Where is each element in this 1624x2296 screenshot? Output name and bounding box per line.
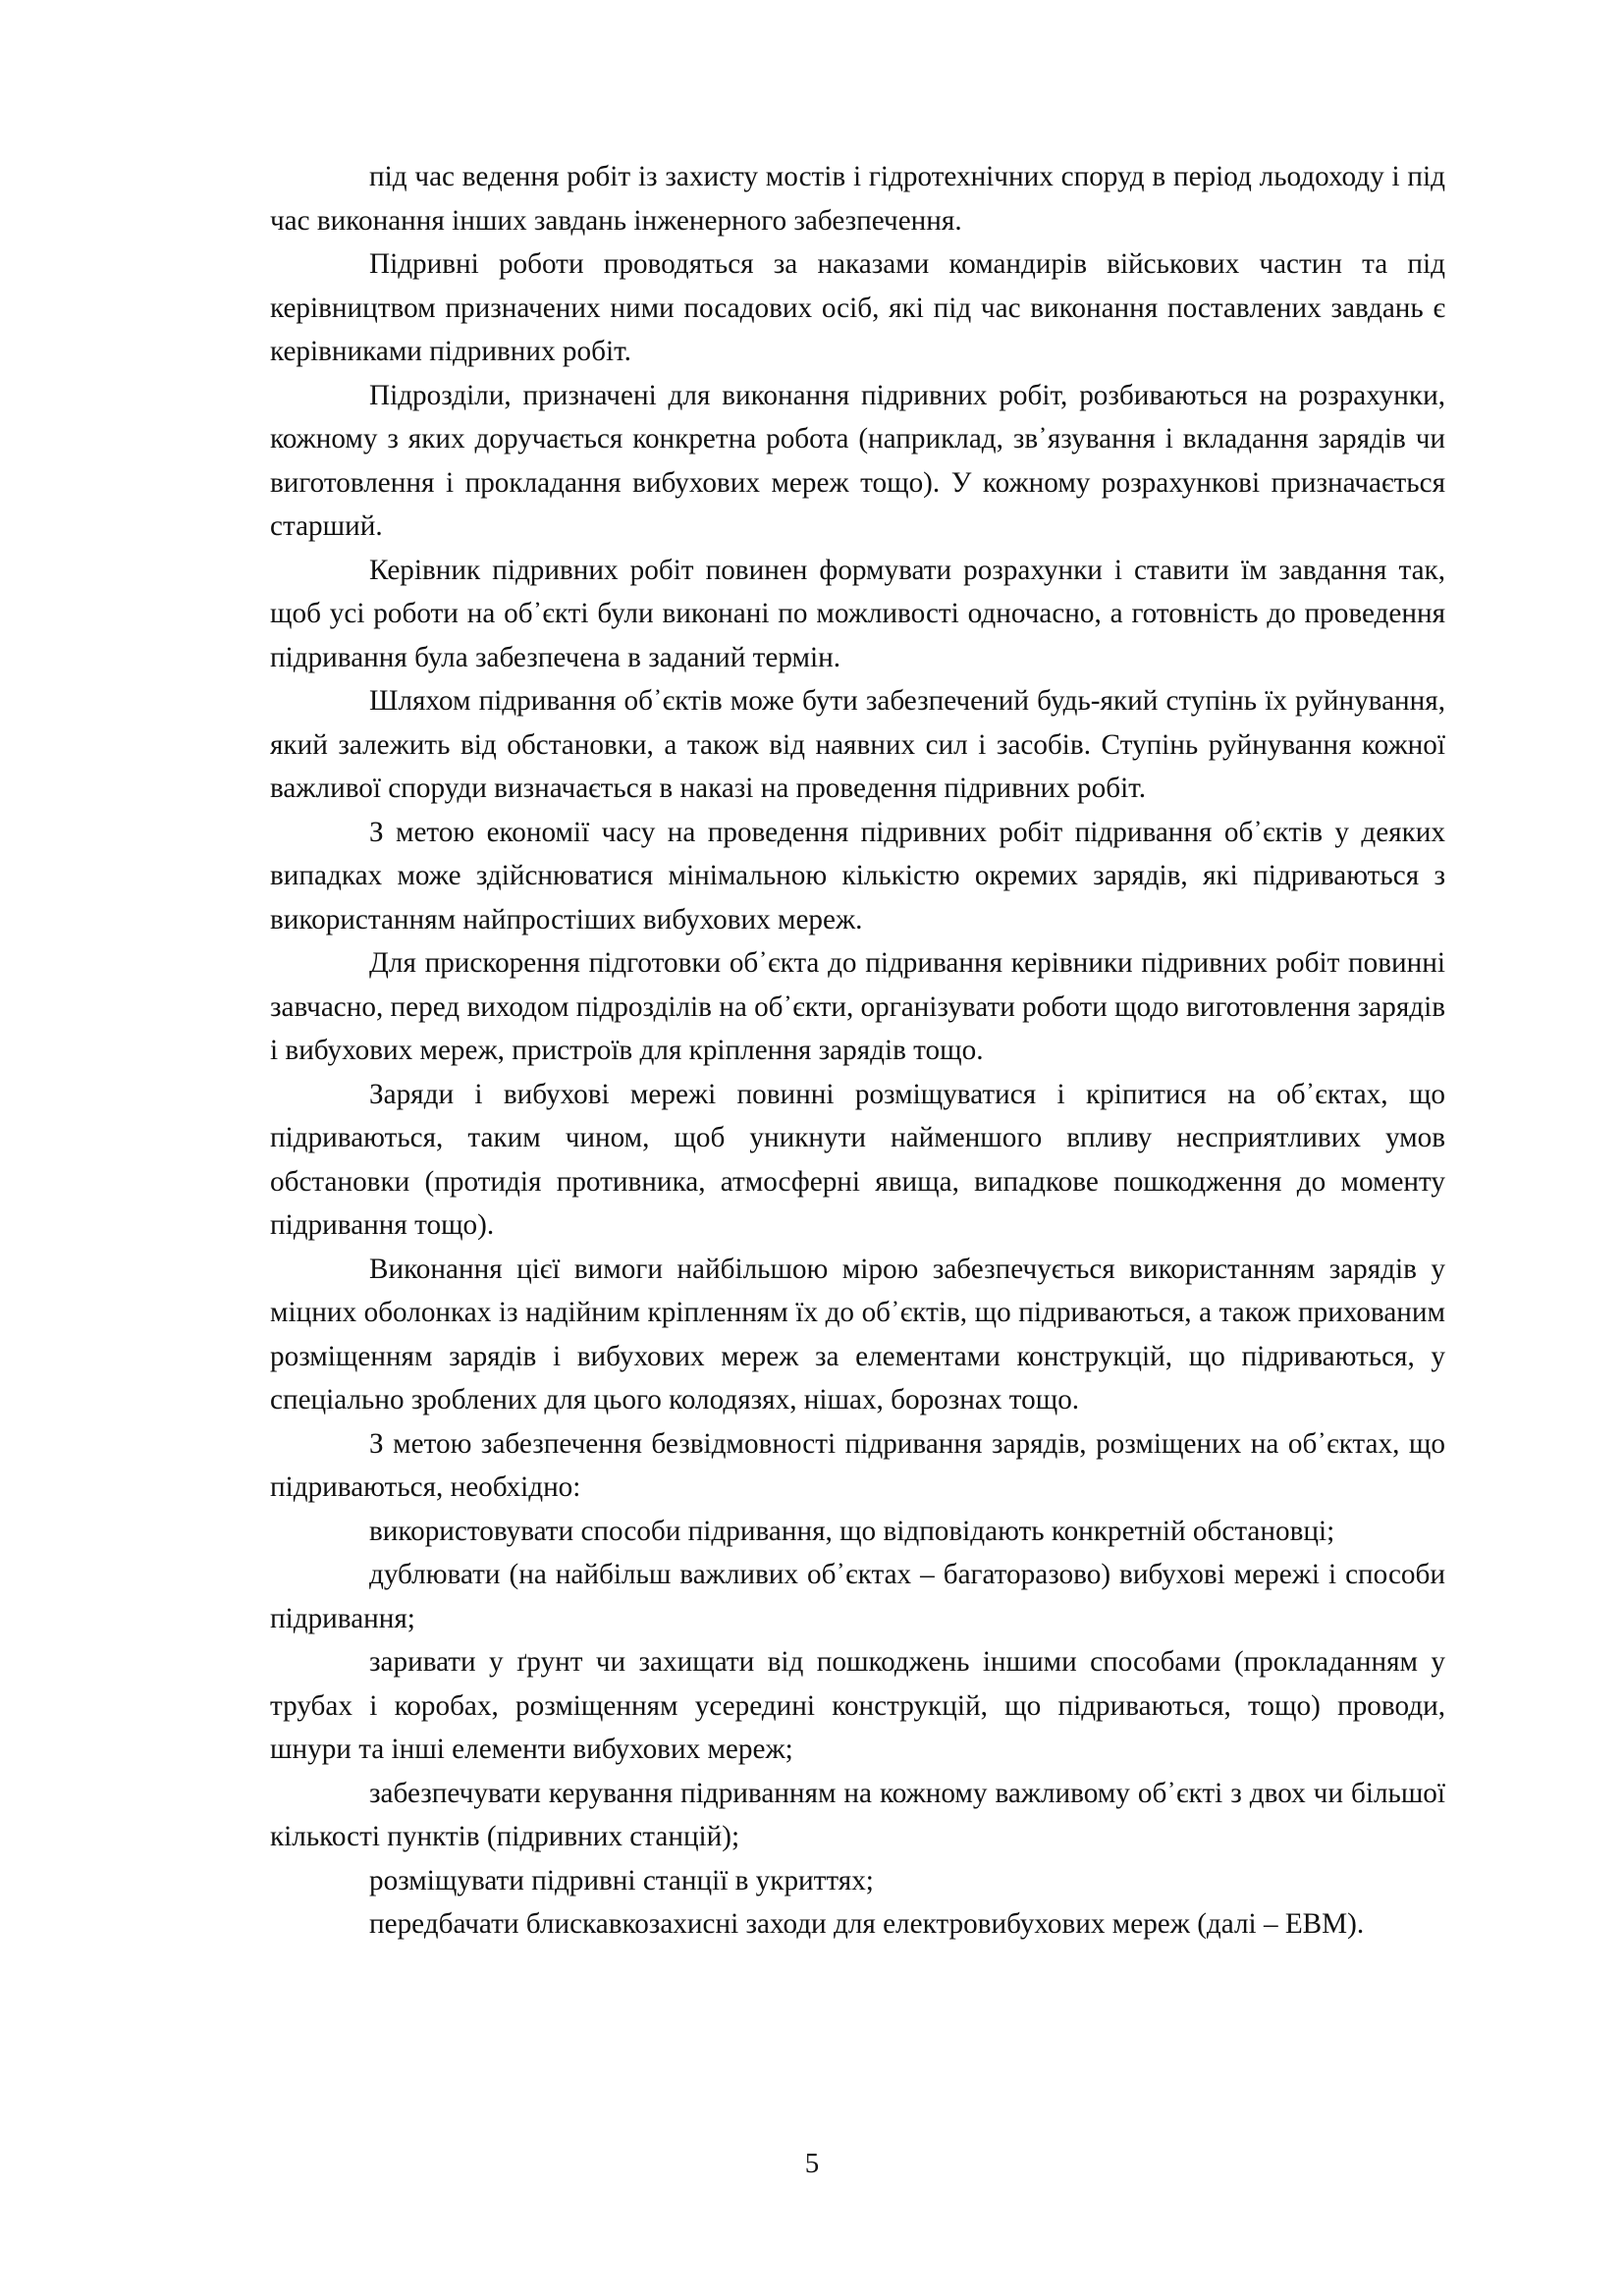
list-item: дублювати (на найбільш важливих об᾽єктах – багаторазово) вибухові мережі і способи підривання;: [270, 1559, 1445, 1634]
list-item: передбачати блискавкозахисні заходи для електровибухових мереж (далі – ЕВМ).: [369, 1908, 1365, 1940]
list-item: забезпечувати керування підриванням на кожному важливому об᾽єкті з двох чи більшої кількості пунктів (підривних станцій);: [270, 1777, 1445, 1852]
paragraph: Шляхом підривання об᾽єктів може бути забезпечений будь-який ступінь їх руйнування, який залежить від обстановки, а також від наявних сил і засобів. Ступінь руйнування кожної важливої споруди визначається в наказі на проведення підривних робіт.: [270, 685, 1445, 804]
paragraph: Виконання цієї вимоги найбільшою мірою забезпечується використанням зарядів у міцних оболонках із надійним кріпленням їх до об᾽єктів, що підриваються, а також прихованим розміщенням зарядів і вибухових мереж за елементами конструкцій, що підриваються, у спеціально зроблених для цього колодязях, нішах, борознах тощо.: [270, 1253, 1445, 1415]
list-item: розміщувати підривні станції в укриттях;: [369, 1864, 874, 1896]
paragraph: З метою забезпечення безвідмовності підривання зарядів, розміщених на об᾽єктах, що підриваються, необхідно:: [270, 1427, 1445, 1503]
paragraph: Керівник підривних робіт повинен формувати розрахунки і ставити їм завдання так, щоб усі роботи на об᾽єкті були виконані по можливості одночасно, а готовність до проведення підривання була забезпечена в заданий термін.: [270, 554, 1445, 673]
page-number: 5: [804, 2148, 820, 2179]
paragraph-continuation: під час ведення робіт із захисту мостів і гідротехнічних споруд в період льодоходу і під час виконання інших завдань інженерного забезпечення.: [270, 161, 1445, 237]
paragraph: Підривні роботи проводяться за наказами командирів військових частин та під керівництвом призначених ними посадових осіб, які під час виконання поставлених завдань є керівниками підривних робіт.: [270, 248, 1445, 367]
paragraph: Для прискорення підготовки об᾽єкта до підривання керівники підривних робіт повинні завчасно, перед виходом підрозділів на об᾽єкти, організувати роботи щодо виготовлення зарядів і вибухових мереж, пристроїв для кріплення зарядів тощо.: [270, 947, 1445, 1066]
paragraph: Заряди і вибухові мережі повинні розміщуватися і кріпитися на об᾽єктах, що підриваються, таким чином, щоб уникнути найменшого впливу несприятливих умов обстановки (протидія противника, атмосферні явища, випадкове пошкодження до моменту підривання тощо).: [270, 1078, 1445, 1241]
paragraph: З метою економії часу на проведення підривних робіт підривання об᾽єктів у деяких випадках може здійснюватися мінімальною кількістю окремих зарядів, які підриваються з використанням найпростіших вибухових мереж.: [270, 816, 1445, 935]
list-item: заривати у ґрунт чи захищати від пошкоджень іншими способами (прокладанням у трубах і коробах, розміщенням усередині конструкцій, що підриваються, тощо) проводи, шнури та інші елементи вибухових мереж;: [270, 1646, 1445, 1765]
paragraph: Підрозділи, призначені для виконання підривних робіт, розбиваються на розрахунки, кожному з яких доручається конкретна робота (наприклад, зв᾽язування і вкладання зарядів чи виготовлення і прокладання вибухових мереж тощо). У кожному розрахункові призначається старший.: [270, 379, 1445, 542]
body-text: [270, 155, 1445, 1947]
list-item: використовувати способи підривання, що відповідають конкретній обстановці;: [369, 1515, 1335, 1547]
